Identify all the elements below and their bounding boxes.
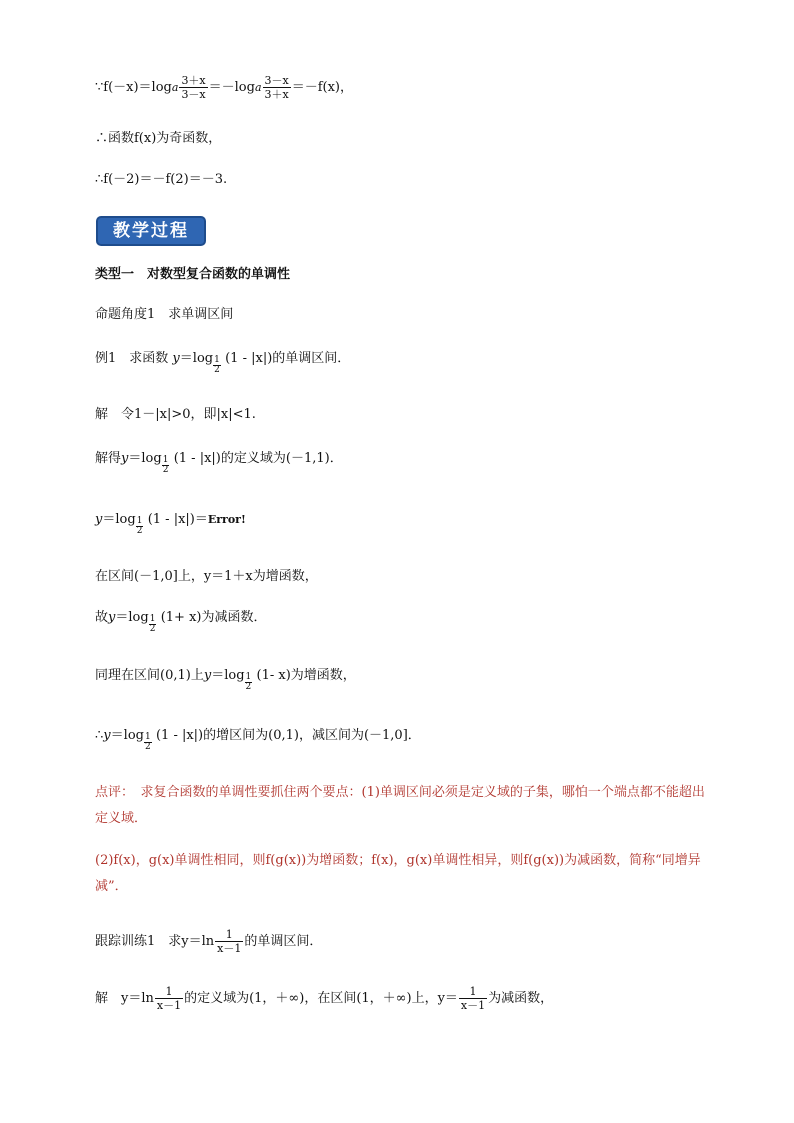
math-y: y [108,610,116,625]
log-half [224,667,252,692]
fraction-numerator: 1 [459,985,487,999]
fraction [155,985,183,1012]
solution-line-5 [95,609,267,634]
base-den: 2 [149,624,156,634]
text: 为增函数， [290,668,356,683]
fraction-denominator: x－1 [156,999,182,1012]
text: 的定义域为(1，＋∞)，在区间(1，＋∞)上，y＝ [184,991,458,1006]
fraction-denominator: x－1 [217,942,242,955]
log-base-half [144,733,152,752]
fraction-denominator: 3＋x [264,88,289,101]
text: ＝ [194,512,208,527]
base-den: 2 [214,365,220,375]
text: 解得 [95,451,122,466]
log-base-half [245,673,253,692]
text: ＝－f(x)， [291,80,354,95]
log-argument: (1 - |x|) [225,351,273,366]
section-banner: 教学过程 [96,216,206,246]
log-half [192,350,220,375]
solution-line-2 [95,450,343,475]
base-den: 2 [245,682,252,692]
math-eq: ＝ [128,451,142,466]
log-text: log [123,728,144,743]
example-1 [95,350,351,375]
log-text: log [128,610,149,625]
log-argument: (1+ x) [160,610,202,625]
text: 故 [95,610,109,625]
line-odd-conclusion: ∴函数f(x)为奇函数， [95,131,222,146]
math-y: y [103,728,111,743]
angle-heading: 命题角度1 求单调区间 [95,307,234,322]
error-field: Error! [207,513,246,526]
math-eq: ＝ [110,728,124,743]
log-base-half [136,517,144,536]
log-base: a [171,81,179,94]
log-half [141,450,169,475]
base-den: 2 [136,526,143,536]
fraction-numerator: 1 [215,928,243,942]
base-num: 1 [162,455,169,465]
log-argument: (1 - |x|) [173,451,221,466]
text: 跟踪训练1 求y＝ln [95,934,215,949]
log-base-half [149,615,157,634]
text: 的增区间为(0,1)，减区间为(－1,0]． [203,728,421,743]
math-y: y [203,668,212,683]
math-eq: ＝ [179,351,193,366]
log-text: log [192,351,214,366]
fraction [179,74,207,101]
fraction-denominator: 3－x [181,88,206,101]
log-half [128,609,156,634]
fraction [263,74,291,101]
text: ∴ [95,728,104,743]
solution-line-3 [95,511,246,536]
solution-line-6 [95,667,356,692]
practice-title [95,928,322,955]
log-base: a [254,81,262,94]
remark-paragraph-1: 点评： 求复合函数的单调性要抓住两个要点：(1)单调区间必须是定义域的子集，哪怕一个端点都不能超出定义域． [95,785,705,826]
text: 的定义域为(－1,1)． [220,451,343,466]
math-eq: ＝ [115,610,129,625]
math-y: y [121,451,129,466]
log-base-half [213,356,221,375]
base-den: 2 [144,742,151,752]
text: 为减函数． [201,610,267,625]
base-num: 1 [149,614,156,624]
fraction-denominator: x－1 [460,999,486,1012]
fraction [459,985,487,1012]
text: 的单调区间． [244,934,323,949]
log-argument: (1 - |x|) [147,512,195,527]
text: 的单调区间． [272,351,351,366]
text: 例1 求函数 [95,351,169,366]
base-num: 1 [245,672,252,682]
math-eq: ＝ [211,668,225,683]
log-half [115,511,143,536]
log-argument: (1- x) [256,668,291,683]
base-num: 1 [144,732,151,742]
solution-line-4: 在区间(－1,0]上，y＝1＋x为增函数， [95,569,318,584]
text: ∵f(－x)＝log [95,80,172,95]
log-text: log [141,451,162,466]
section-type-heading: 类型一 对数型复合函数的单调性 [95,267,291,282]
log-text: log [224,668,245,683]
fraction [215,928,243,955]
text: 解 y＝ln [95,991,154,1006]
math-eq: ＝ [102,512,116,527]
base-num: 1 [214,355,220,365]
solution-line-1: 解 令1－|x|>0，即|x|<1. [95,407,256,422]
text: 为减函数， [488,991,554,1006]
log-text: log [115,512,136,527]
math-y: y [95,512,103,527]
math-y: y [172,351,180,366]
fraction-numerator: 3－x [264,74,289,87]
text: 同理在区间(0,1)上 [95,668,204,683]
solution-line-7 [95,727,421,752]
line-odd-function-derivation [95,74,353,101]
log-argument: (1 - |x|) [155,728,204,743]
log-half [123,727,151,752]
practice-solution [95,985,553,1012]
line-value-result: ∴f(－2)＝－f(2)＝－3. [95,172,228,187]
fraction-numerator: 3＋x [181,74,206,87]
base-num: 1 [136,516,143,526]
text: ＝－log [208,80,255,95]
remark-paragraph-2: (2)f(x)，g(x)单调性相同，则f(g(x))为增函数；f(x)，g(x)单调性相异，则f(g(x))为减函数，简称“同增异减”． [95,853,701,894]
fraction-numerator: 1 [155,985,183,999]
base-den: 2 [162,465,169,475]
log-base-half [162,456,170,475]
